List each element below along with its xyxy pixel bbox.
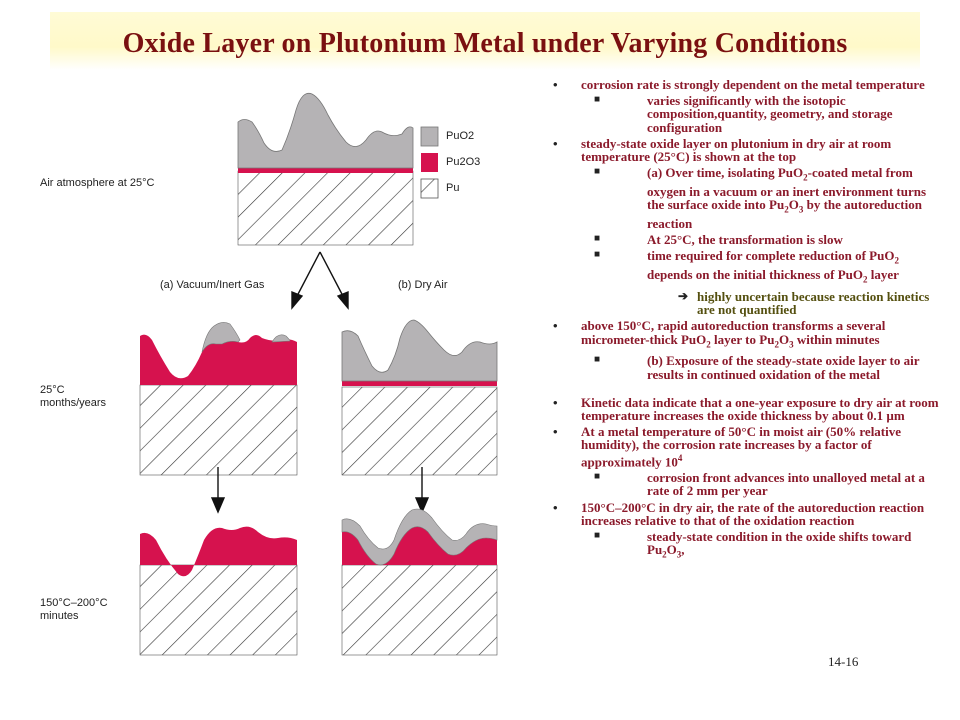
note-subitem: ■ corrosion front advances into unalloyed metal at a rate of 2 mm per year bbox=[594, 470, 925, 499]
label-air-atmosphere: Air atmosphere at 25°C bbox=[40, 177, 155, 189]
label-stage2-temp: 25°C bbox=[40, 384, 65, 396]
legend-puo2-swatch bbox=[421, 127, 438, 146]
note-subitem: ■ time required for complete reduction of PuO$_2$ depends on the initial thickness of PuO$_2$ layer bbox=[594, 248, 899, 285]
sample-dryair-months bbox=[342, 320, 497, 475]
note-item: • Kinetic data indicate that a one-year exposure to dry air at room temperature increases the oxide thickness by about 0.1 µm bbox=[545, 396, 945, 422]
note-item: • At a metal temperature of 50°C in moist air (50% relative humidity), the corrosion rate increases by a factor of approximately $10^4$ bbox=[545, 425, 945, 468]
legend-pu-label: Pu bbox=[446, 182, 460, 194]
note-item: • 150°C–200°C in dry air, the rate of the autoreduction reaction increases relative to that of the oxidation reaction bbox=[545, 501, 945, 527]
sample-air-25c bbox=[238, 93, 413, 245]
notes-list bbox=[545, 78, 945, 565]
label-stage3-temp: 150°C–200°C bbox=[40, 597, 108, 609]
legend-pu2o3-swatch bbox=[421, 153, 438, 172]
note-subitem: ■ varies significantly with the isotopic composition,quantity, geometry, and storage configuration bbox=[594, 93, 893, 135]
sample-vacuum-minutes bbox=[140, 527, 297, 655]
page-title: Oxide Layer on Plutonium Metal under Varying Conditions bbox=[122, 28, 848, 59]
pu-metal-vacuum-2 bbox=[140, 565, 297, 655]
note-subsubitem: ➔ highly uncertain because reaction kinetics are not quantified bbox=[678, 289, 930, 318]
puo2-layer-dryair-1 bbox=[342, 320, 497, 381]
note-subitem: ■ (b) Exposure of the steady-state oxide layer to air results in continued oxidation of the metal bbox=[594, 353, 920, 382]
label-stage3-time: minutes bbox=[40, 610, 79, 622]
title-bar bbox=[50, 12, 920, 70]
pu-metal-vacuum-1 bbox=[140, 385, 297, 475]
label-vacuum-inert-gas: (a) Vacuum/Inert Gas bbox=[160, 279, 265, 291]
label-dry-air: (b) Dry Air bbox=[398, 279, 448, 291]
note-subitem: ■ At 25°C, the transformation is slow bbox=[594, 232, 843, 248]
note-item: • steady-state oxide layer on plutonium in dry air at room temperature (25°C) is shown at the top bbox=[545, 137, 945, 163]
puo2-layer-top bbox=[238, 93, 413, 168]
oxide-diagram bbox=[0, 70, 545, 720]
legend-puo2-label: PuO2 bbox=[446, 130, 475, 142]
pu2o3-layer-dryair-1 bbox=[342, 381, 497, 386]
pu-metal-top bbox=[238, 171, 413, 245]
sample-dryair-minutes bbox=[342, 509, 497, 655]
note-item: • above 150°C, rapid autoreduction transforms a several micrometer-thick PuO$_2$ layer to $Pu_2O_3$ within minutes bbox=[545, 319, 945, 351]
label-stage2-time: months/years bbox=[40, 397, 107, 409]
legend bbox=[421, 127, 438, 198]
legend-pu2o3-label: Pu2O3 bbox=[446, 156, 481, 168]
note-subitem: ■ (a) Over time, isolating PuO$_2$-coated metal from oxygen in a vacuum or an inert environment turns the surface oxide into $Pu_2O_3$ by the autoreduction reaction bbox=[594, 165, 927, 232]
pu-metal-dryair-1 bbox=[342, 387, 497, 475]
note-item: • corrosion rate is strongly dependent on the metal temperature bbox=[545, 78, 945, 91]
legend-pu-swatch bbox=[421, 179, 438, 198]
sample-vacuum-months bbox=[140, 322, 297, 475]
note-subitem: ■ steady-state condition in the oxide shifts toward $Pu_2O_3$, bbox=[594, 528, 912, 560]
pu-metal-dryair-2 bbox=[342, 565, 497, 655]
pu2o3-layer-top bbox=[238, 168, 413, 173]
page-number: 14-16 bbox=[828, 654, 859, 669]
branch-arrows bbox=[292, 252, 348, 308]
